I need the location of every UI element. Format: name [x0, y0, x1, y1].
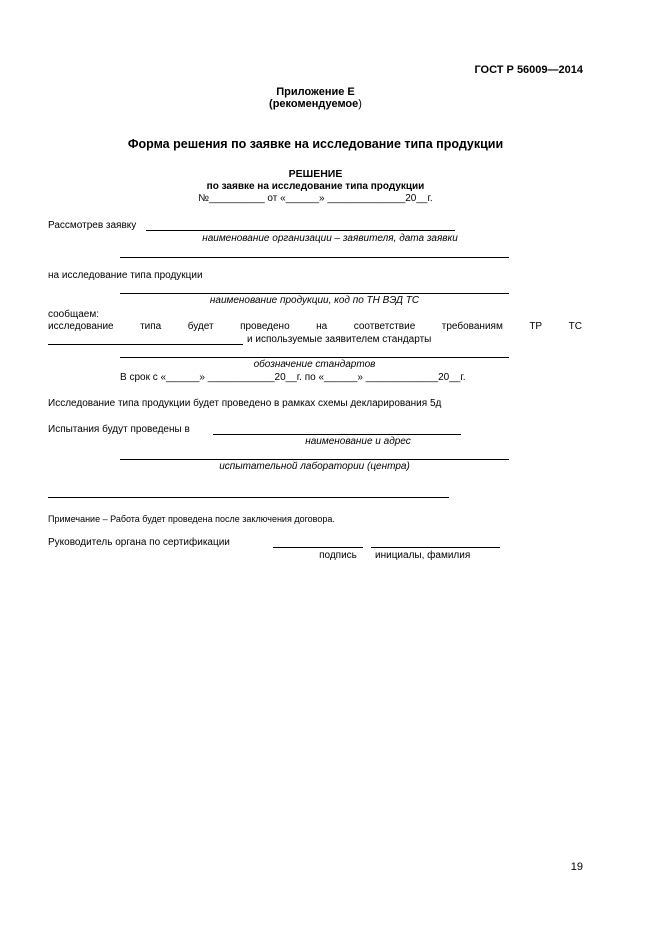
page-number: 19	[570, 861, 583, 873]
scheme-text: Исследование типа продукции будет проведено в рамках схемы декларирования 5д	[48, 398, 442, 409]
standards-line	[120, 357, 509, 358]
compliance-line	[48, 321, 582, 333]
inform-text: сообщаем:	[48, 309, 99, 320]
standards-caption: обозначение стандартов	[253, 359, 376, 370]
decision-number-line: №__________ от «______» ______________20__г.	[198, 193, 433, 204]
tests-label: Испытания будут проведены в	[48, 424, 190, 435]
compliance-word: соответствие	[353, 321, 416, 332]
decision-heading: РЕШЕНИЕ	[288, 168, 343, 180]
compliance-word: на	[316, 321, 328, 332]
regulation-line	[48, 344, 243, 345]
compliance-word: ТС	[568, 321, 582, 332]
standards-tail: и используемые заявителем стандарты	[247, 334, 432, 345]
compliance-word: будет	[187, 321, 214, 332]
sign-caption: подпись	[319, 550, 357, 561]
note: Примечание – Работа будет проведена после заключения договора.	[48, 514, 335, 524]
name-line	[371, 547, 500, 548]
compliance-word: исследование	[48, 321, 114, 332]
annex-status-text: (рекомендуемое	[269, 98, 359, 110]
compliance-word: требованиям	[441, 321, 503, 332]
product-caption: наименование продукции, код по ТН ВЭД ТС	[209, 295, 420, 306]
annex-status	[0, 98, 631, 110]
signature-line	[273, 547, 363, 548]
applicant-line	[146, 230, 455, 231]
compliance-word: проведено	[240, 321, 290, 332]
signature-head: Руководитель органа по сертификации	[48, 537, 230, 548]
note-label: Примечание	[48, 514, 101, 524]
decision-subheading: по заявке на исследование типа продукции	[206, 181, 425, 192]
reviewed-label: Рассмотрев заявку	[48, 220, 137, 231]
annex-status-close: )	[358, 98, 362, 110]
lab-caption-2: испытательной лаборатории (центра)	[219, 461, 410, 472]
annex-title: Приложение Е	[276, 86, 355, 98]
form-title: Форма решения по заявке на исследование типа продукции	[127, 137, 504, 151]
product-label: на исследование типа продукции	[48, 270, 203, 281]
applicant-line-2	[120, 257, 509, 258]
note-text: Работа будет проведена после заключения договора.	[110, 514, 335, 524]
lab-caption-1: наименование и адрес	[305, 436, 411, 447]
lab-line	[213, 434, 461, 435]
extra-line	[48, 497, 449, 498]
name-caption: инициалы, фамилия	[375, 550, 471, 561]
applicant-caption: наименование организации – заявителя, дата заявки	[202, 233, 458, 244]
lab-line-2	[120, 459, 509, 460]
product-line	[120, 293, 509, 294]
standard-code: ГОСТ Р 56009—2014	[474, 64, 583, 76]
compliance-word: типа	[140, 321, 162, 332]
compliance-word: ТР	[529, 321, 543, 332]
period-line: В срок с «______» ____________20__г. по «______» _____________20__г.	[120, 372, 466, 383]
